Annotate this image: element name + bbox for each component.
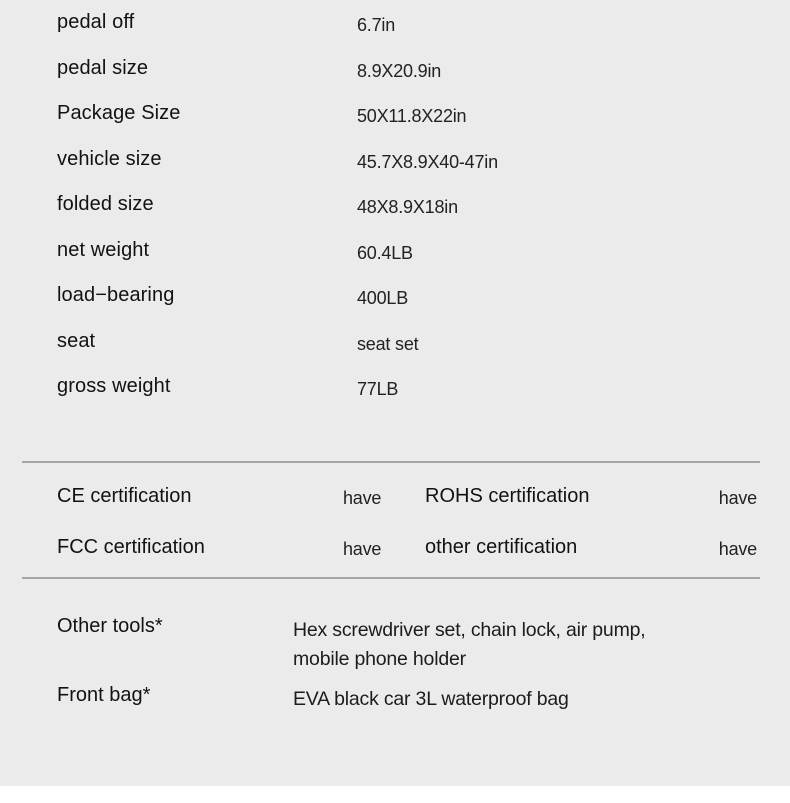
accessory-label: Other tools* [57,615,163,637]
accessories-table [0,612,790,710]
spec-value: 6.7in [357,15,396,36]
spec-row-pedal-off [0,0,790,46]
certification-row [0,522,790,573]
spec-label: folded size [57,193,154,216]
certification-label: CE certification [57,485,192,507]
certification-label: FCC certification [57,536,205,558]
spec-value: 400LB [357,288,409,309]
accessory-row-front-bag [0,681,790,710]
spec-label: pedal size [57,56,149,79]
certification-value: have [718,539,757,559]
spec-value: 45.7X8.9X40-47in [357,151,498,172]
bottom-white-strip [0,786,790,803]
accessory-value: EVA black car 3L waterproof bag [293,688,569,710]
spec-row-vehicle-size [0,137,790,183]
certification-value: have [343,539,382,559]
spec-label: seat [57,329,96,352]
spec-value: 48X8.9X18in [357,197,458,218]
certification-label: other certification [425,536,578,558]
certification-label: ROHS certification [425,485,590,507]
spec-row-load-bearing [0,273,790,319]
certification-value: have [343,488,382,508]
certification-table [0,471,790,573]
divider-bottom [22,577,760,579]
spec-row-package-size [0,91,790,137]
spec-label: gross weight [57,375,171,398]
spec-row-net-weight [0,228,790,274]
spec-row-seat [0,319,790,365]
spec-label: load−bearing [57,284,175,307]
certification-value: have [718,488,757,508]
spec-value: 8.9X20.9in [357,60,442,81]
spec-label: pedal off [57,11,135,34]
spec-value: 60.4LB [357,242,413,263]
accessory-row-other-tools [0,612,790,670]
spec-value: 77LB [357,379,399,400]
spec-label: net weight [57,238,150,261]
accessory-label: Front bag* [57,684,151,706]
spec-row-gross-weight [0,364,790,410]
spec-label: vehicle size [57,147,162,170]
divider-top [22,461,760,463]
spec-row-folded-size [0,182,790,228]
accessory-value: Hex screwdriver set, chain lock, air pump, mobile phone holder [293,619,646,670]
certification-row [0,471,790,522]
spec-value: seat set [357,333,419,354]
spec-value: 50X11.8X22in [357,106,467,127]
spec-row-pedal-size [0,46,790,92]
spec-label: Package Size [57,102,181,125]
